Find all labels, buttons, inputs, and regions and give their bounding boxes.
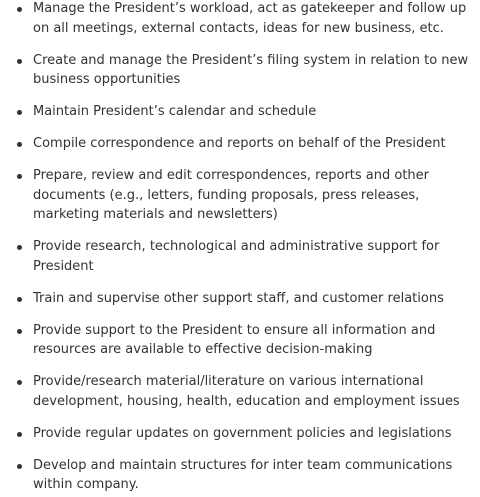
bullet-icon [17, 329, 22, 334]
list-item-text: Develop and maintain structures for inter team communications within company. [33, 457, 453, 492]
list-item [0, 424, 480, 444]
list-item [0, 134, 480, 154]
bullet-icon [17, 59, 22, 64]
bullet-icon [17, 245, 22, 250]
list-item-text: Provide/research material/literature on various international development, housing, health, education and employment issues [33, 374, 460, 409]
list-item-text: Manage the President’s workload, act as gatekeeper and follow up on all meetings, external contacts, ideas for new business, etc. [33, 1, 467, 36]
list-item-text: Train and supervise other support staff, and customer relations [33, 290, 444, 306]
list-item-text: Provide regular updates on government policies and legislations [33, 425, 452, 441]
list-item-text: Maintain President’s calendar and schedule [33, 104, 317, 119]
bullet-icon [17, 297, 22, 302]
bullet-icon [17, 174, 22, 179]
list-item-text: Create and manage the President’s filing system in relation to new business opportunities [33, 52, 469, 87]
list-item [0, 372, 480, 411]
list-item [0, 237, 480, 276]
list-item-text: Prepare, review and edit correspondences, reports and other documents (e.g., letters, funding proposals, press releases, marketing materials and newsletters) [33, 168, 430, 222]
bullet-icon [17, 7, 22, 12]
bullet-icon [17, 432, 22, 437]
list-item-text: Provide research, technological and administrative support for President [33, 239, 440, 274]
list-item [0, 102, 480, 122]
list-item [0, 51, 480, 90]
list-item [0, 166, 480, 225]
list-item [0, 289, 480, 309]
bullet-icon [17, 110, 22, 115]
bullet-icon [17, 380, 22, 385]
list-item [0, 0, 480, 38]
bullet-icon [17, 464, 22, 469]
list-item-text: Provide support to the President to ensure all information and resources are available to effective decision-making [33, 322, 436, 357]
list-item [0, 456, 480, 495]
list-item [0, 321, 480, 360]
bullet-icon [17, 142, 22, 147]
list-item-text: Compile correspondence and reports on behalf of the President [33, 136, 446, 151]
